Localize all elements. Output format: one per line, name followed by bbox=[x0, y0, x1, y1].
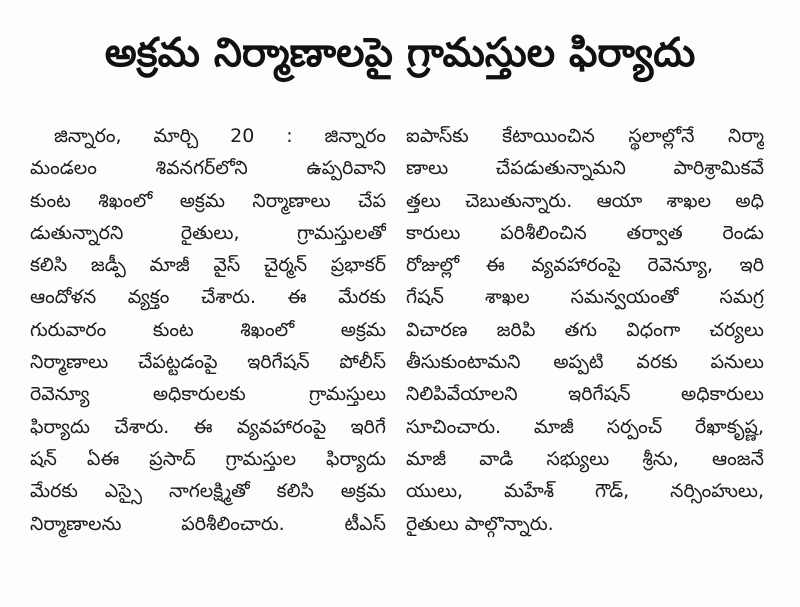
article-line: మాజీ వాడి సభ్యులు శ్రీను, ఆంజనే bbox=[406, 447, 764, 470]
article-line: షన్ ఏఈ ప్రసాద్ గ్రామస్తుల ఫిర్యాదు bbox=[30, 447, 386, 470]
article-line: డుతున్నారని రైతులు, గ్రామస్తులతో bbox=[30, 221, 386, 244]
article-line: యులు, మహేశ్ గౌడ్, నర్సింహులు, bbox=[406, 480, 764, 503]
article-line: గేషన్ శాఖల సమన్వయంతో సమగ్ర bbox=[406, 286, 764, 309]
article-line: మేరకు ఎస్సై నాగలక్ష్మితో కలిసి అక్రమ bbox=[30, 480, 386, 503]
article-line: మండలం శివనగర్‌లోని ఉప్పరివాని bbox=[30, 157, 386, 180]
article-column-left bbox=[30, 120, 386, 600]
article-line: ణాలు చేపడుతున్నామని పారిశ్రామికవే bbox=[406, 157, 764, 180]
article-line: ఆందోళన వ్యక్తం చేశారు. ఈ మేరకు bbox=[30, 286, 386, 309]
article-line: కుంట శిఖంలో అక్రమ నిర్మాణాలు చేప bbox=[30, 189, 386, 212]
article-line: నిలిపివేయాలని ఇరిగేషన్ అధికారులు bbox=[406, 383, 764, 406]
article-line: నిర్మాణాలను పరిశీలించారు. టీఎస్ bbox=[30, 512, 386, 535]
article-line: కారులు పరిశీలించిన తర్వాత రెండు bbox=[406, 221, 764, 244]
article-line: నిర్మాణాలు చేపట్టడంపై ఇరిగేషన్ పోలీస్ bbox=[30, 351, 386, 374]
article-line: జిన్నారం, మార్చి 20 : జిన్నారం bbox=[54, 125, 386, 147]
article-line: ఫిర్యాదు చేశారు. ఈ వ్యవహారంపై ఇరిగే bbox=[30, 415, 386, 438]
article-column-right bbox=[406, 120, 764, 600]
article-line: విచారణ జరిపి తగు విధంగా చర్యలు bbox=[406, 318, 764, 341]
article-line: రైతులు పాల్గొన్నారు. bbox=[406, 512, 554, 535]
article-line: కలిసి జడ్పీ మాజీ వైస్ చైర్మన్ ప్రభాకర్ bbox=[30, 254, 386, 277]
article-line: త్తలు చెబుతున్నారు. ఆయా శాఖల అధి bbox=[406, 189, 764, 212]
article-line: రోజుల్లో ఈ వ్యవహారంపై రెవెన్యూ, ఇరి bbox=[406, 254, 764, 277]
article-line: రెవెన్యూ అధికారులకు గ్రామస్తులు bbox=[30, 383, 386, 406]
article-line: గురువారం కుంట శిఖంలో అక్రమ bbox=[30, 318, 386, 341]
article-line: సూచించారు. మాజీ సర్పంచ్ రేఖాకృష్ణ, bbox=[406, 415, 764, 438]
article-line: ఐపాస్‌కు కేటాయించిన స్థలాల్లోనే నిర్మా bbox=[406, 125, 764, 147]
article-line: తీసుకుంటామని అప్పటి వరకు పనులు bbox=[406, 351, 764, 374]
headline: అక్రమ నిర్మాణాలపై గ్రామస్తుల ఫిర్యాదు bbox=[104, 30, 696, 76]
